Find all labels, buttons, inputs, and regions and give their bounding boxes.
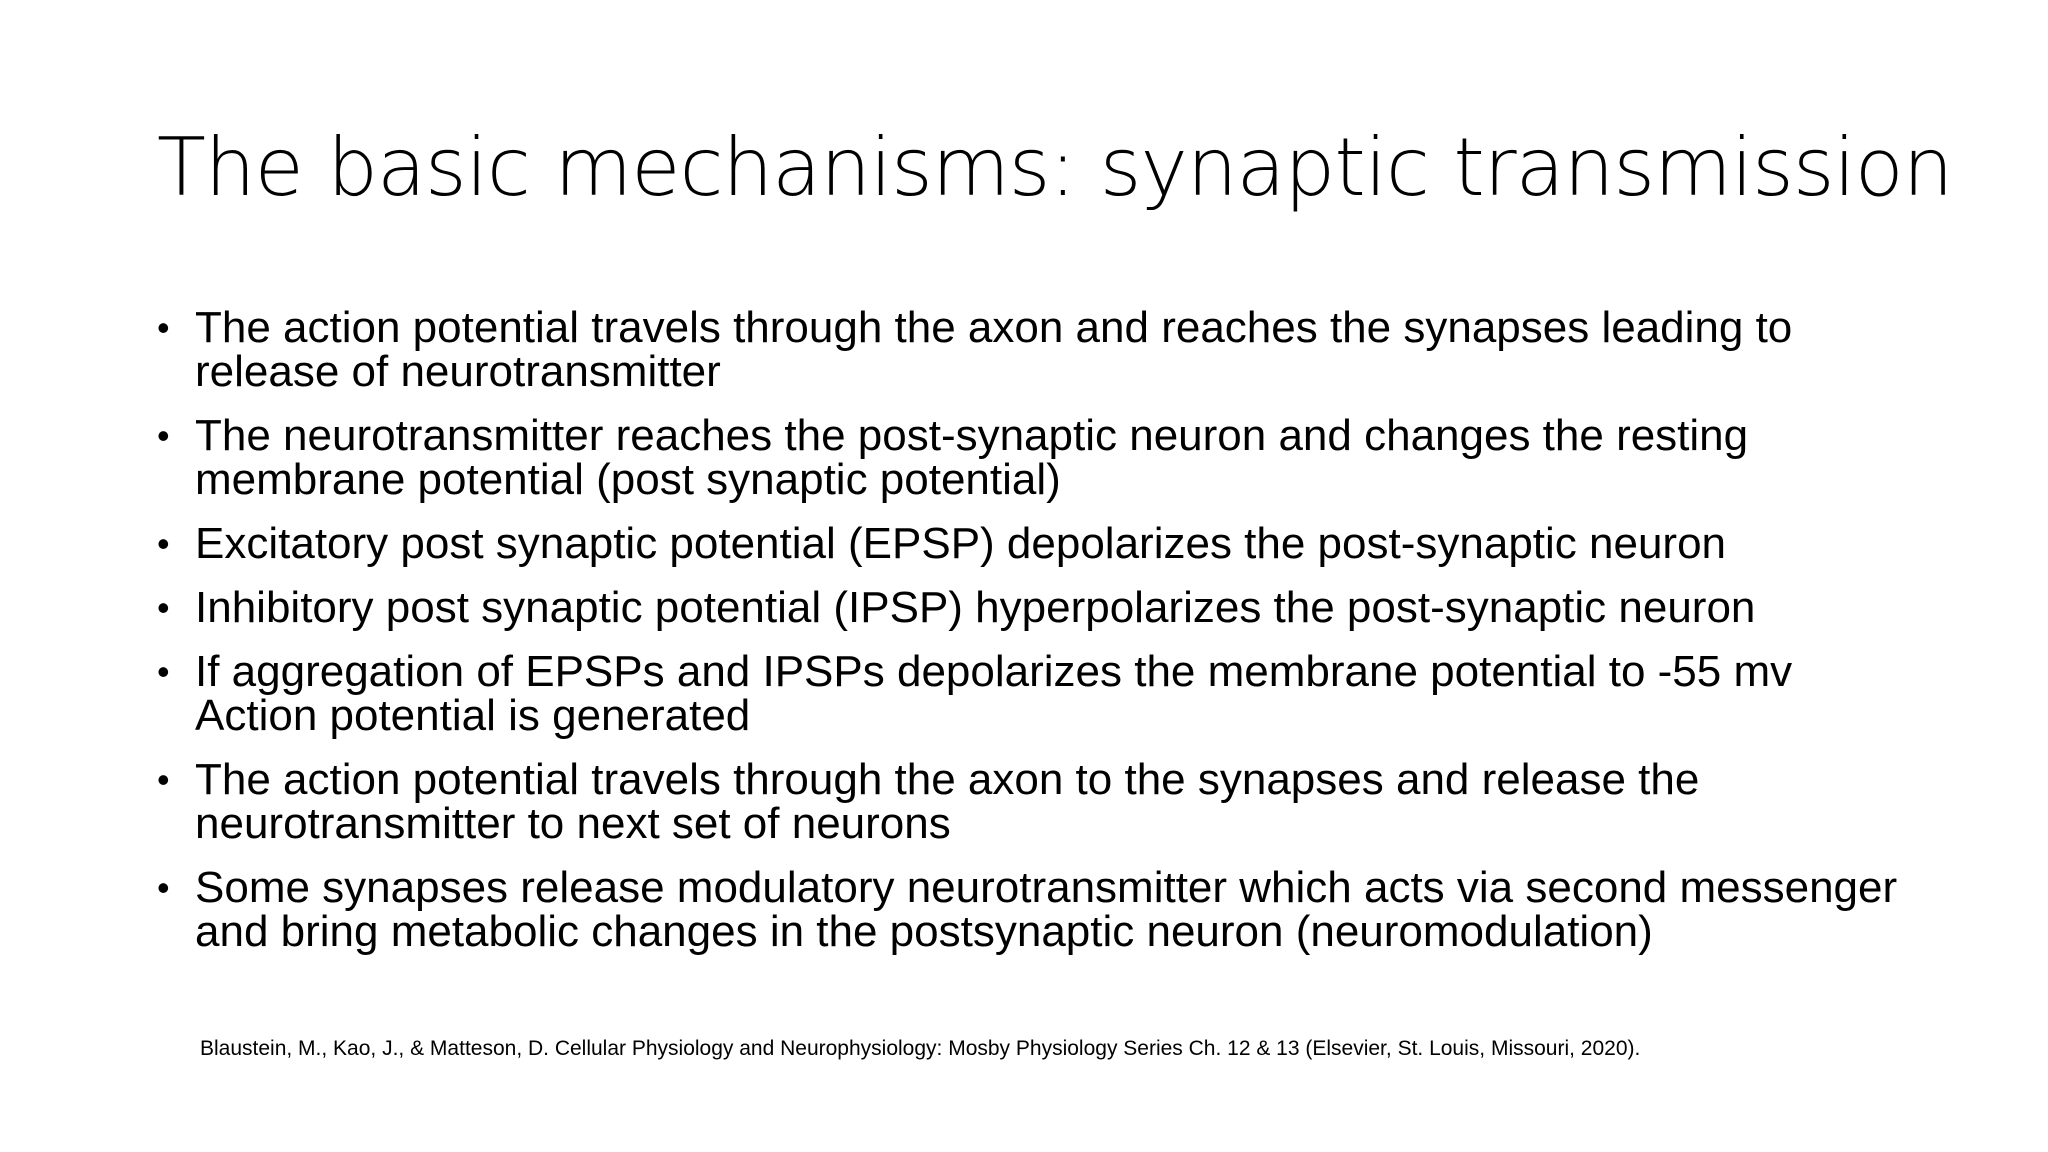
bullet-text: If aggregation of EPSPs and IPSPs depolarizes the membrane potential to -55 mv Action potential is generated [195,647,1793,740]
bullet-dot-icon: • [157,587,170,628]
bullet-text: The action potential travels through the axon and reaches the synapses leading to release of neurotransmitter [195,303,1793,396]
bullet-item [157,755,1917,848]
bullet-dot-icon: • [157,415,170,456]
bullet-dot-icon: • [157,523,170,564]
bullet-dot-icon: • [157,867,170,908]
bullet-item [157,519,1917,568]
bullet-dot-icon: • [157,307,170,348]
bullet-item [157,303,1917,396]
citation: Blaustein, M., Kao, J., & Matteson, D. Cellular Physiology and Neurophysiology: Mosby Physiology Series Ch. 12 & 13 (Elsevier, St. Louis, Missouri, 2020). [200,1037,1641,1060]
bullet-item [157,411,1917,504]
bullet-text: The action potential travels through the axon to the synapses and release the neurotransmitter to next set of neurons [195,755,1700,848]
bullet-item [157,863,1917,956]
bullet-dot-icon: • [157,759,170,800]
bullet-item [157,647,1917,740]
slide-title: The basic mechanisms: synaptic transmission [157,121,1953,214]
bullet-text: The neurotransmitter reaches the post-synaptic neuron and changes the resting membrane potential (post synaptic potential) [195,411,1749,504]
bullet-dot-icon: • [157,651,170,692]
bullet-list [157,303,1917,974]
bullet-item [157,583,1917,632]
bullet-text: Inhibitory post synaptic potential (IPSP) hyperpolarizes the post-synaptic neuron [195,583,1756,632]
bullet-text: Some synapses release modulatory neurotransmitter which acts via second messenger and bring metabolic changes in the postsynaptic neuron (neuromodulation) [195,863,1898,956]
bullet-text: Excitatory post synaptic potential (EPSP) depolarizes the post-synaptic neuron [195,519,1727,568]
